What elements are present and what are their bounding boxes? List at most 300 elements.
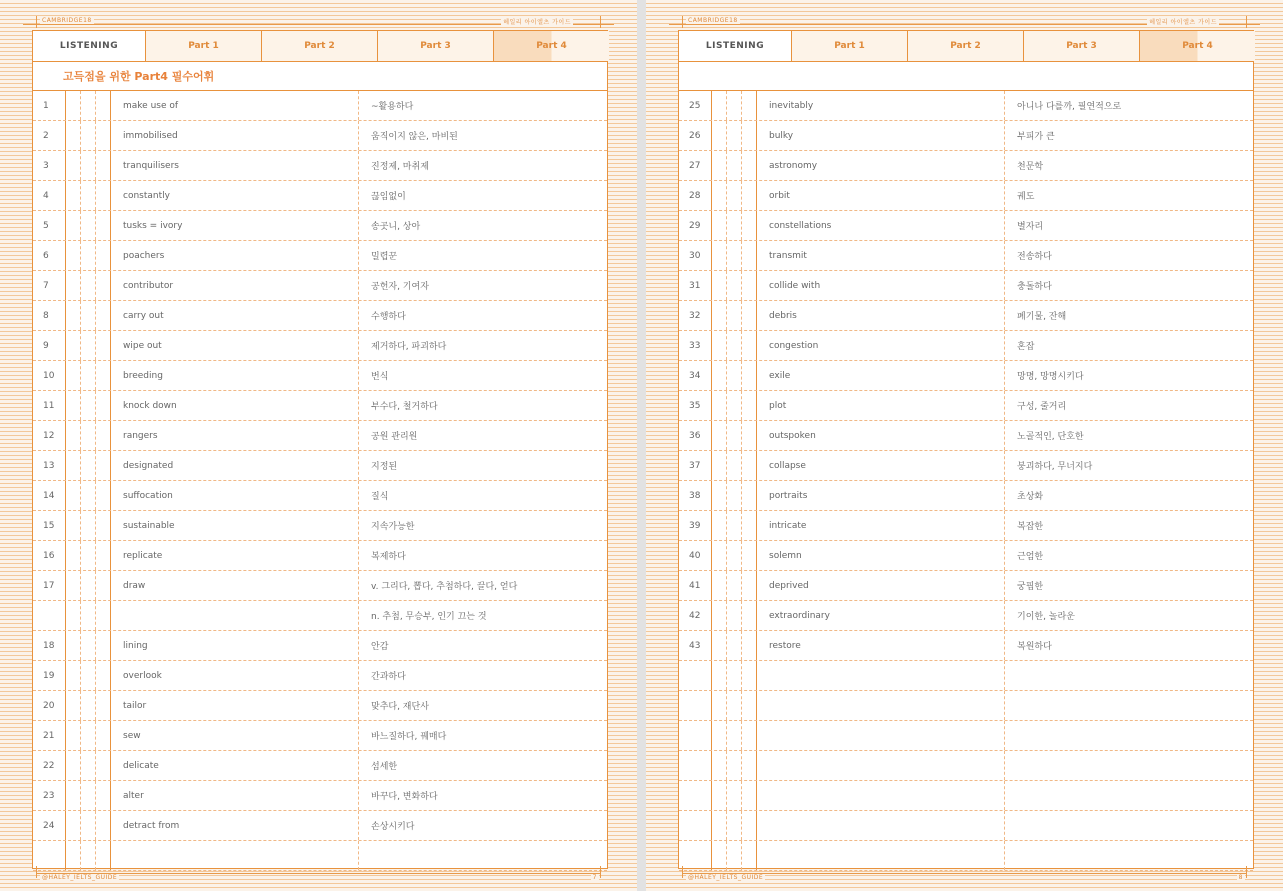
row-number: 29 xyxy=(679,211,712,240)
check-box-2[interactable] xyxy=(727,571,742,600)
check-box-3[interactable] xyxy=(96,91,111,120)
row-number: 15 xyxy=(33,511,66,540)
check-box-2[interactable] xyxy=(81,691,96,720)
vocab-meaning xyxy=(1005,751,1253,780)
row-number: 26 xyxy=(679,121,712,150)
vocab-word: poachers xyxy=(111,241,359,270)
corner-tick xyxy=(23,24,37,25)
row-number: 14 xyxy=(33,481,66,510)
row-number: 19 xyxy=(33,661,66,690)
check-box-2[interactable] xyxy=(81,811,96,840)
row-number: 35 xyxy=(679,391,712,420)
check-box-3[interactable] xyxy=(742,211,757,240)
vocab-row xyxy=(33,241,607,271)
page-number: 7 xyxy=(592,874,597,881)
vocab-meaning: n. 추첨, 무승부, 인기 끄는 것 xyxy=(371,612,487,622)
vocab-row xyxy=(679,691,1253,721)
check-box-1[interactable] xyxy=(66,151,81,180)
vocab-word: portraits xyxy=(757,481,1005,510)
check-box-2[interactable] xyxy=(727,181,742,210)
check-box-1[interactable] xyxy=(66,421,81,450)
check-box-2[interactable] xyxy=(727,361,742,390)
check-box-2[interactable] xyxy=(81,601,96,630)
check-box-2[interactable] xyxy=(727,151,742,180)
vocab-word: knock down xyxy=(111,391,359,420)
vocab-list xyxy=(33,91,607,871)
check-box-1[interactable] xyxy=(712,691,727,720)
check-box-1[interactable] xyxy=(712,91,727,120)
vocab-word: make use of xyxy=(111,91,359,120)
row-number xyxy=(679,661,712,690)
check-box-1[interactable] xyxy=(66,91,81,120)
row-number: 40 xyxy=(679,541,712,570)
check-box-1[interactable] xyxy=(66,691,81,720)
check-box-2[interactable] xyxy=(81,751,96,780)
check-box-3[interactable] xyxy=(742,721,757,750)
check-box-2[interactable] xyxy=(727,211,742,240)
tab-part-2[interactable]: Part 2 xyxy=(261,31,377,61)
check-box-3[interactable] xyxy=(742,301,757,330)
tab-part-3[interactable]: Part 3 xyxy=(1023,31,1139,61)
check-box-3[interactable] xyxy=(742,541,757,570)
vocab-row xyxy=(33,271,607,301)
check-box-2[interactable] xyxy=(727,331,742,360)
vocab-meaning: 복원하다 xyxy=(1017,642,1052,652)
check-box-1[interactable] xyxy=(712,361,727,390)
check-box-3[interactable] xyxy=(96,361,111,390)
vocab-word: extraordinary xyxy=(757,601,1005,630)
vocab-meaning: 아니나 다를까, 필연적으로 xyxy=(1017,102,1122,112)
tab-part-2[interactable]: Part 2 xyxy=(907,31,1023,61)
check-box-3[interactable] xyxy=(742,151,757,180)
check-box-2[interactable] xyxy=(81,571,96,600)
vocab-word xyxy=(757,841,1005,870)
check-box-3[interactable] xyxy=(742,781,757,810)
corner-tick xyxy=(682,866,683,878)
check-box-2[interactable] xyxy=(727,811,742,840)
footer-handle: @HALEY_IELTS_GUIDE xyxy=(42,874,118,881)
vocab-meaning: 부수다, 철거하다 xyxy=(371,402,438,412)
check-box-2[interactable] xyxy=(81,301,96,330)
check-box-1[interactable] xyxy=(66,301,81,330)
check-box-3[interactable] xyxy=(96,211,111,240)
vocab-meaning: 손상시키다 xyxy=(371,822,415,832)
check-box-3[interactable] xyxy=(96,841,111,870)
vocab-list xyxy=(679,91,1253,871)
row-number: 6 xyxy=(33,241,66,270)
vocab-word: plot xyxy=(757,391,1005,420)
vocab-row xyxy=(679,751,1253,781)
vocab-word: deprived xyxy=(757,571,1005,600)
vocab-row xyxy=(33,841,607,871)
check-box-3[interactable] xyxy=(96,271,111,300)
tab-part-1[interactable]: Part 1 xyxy=(791,31,907,61)
check-box-2[interactable] xyxy=(727,421,742,450)
vocab-row xyxy=(33,751,607,781)
vocab-meaning: 폐기물, 잔해 xyxy=(1017,312,1067,322)
row-number: 8 xyxy=(33,301,66,330)
check-box-1[interactable] xyxy=(66,451,81,480)
vocab-meaning: 지정된 xyxy=(371,462,398,472)
check-box-1[interactable] xyxy=(712,661,727,690)
check-box-1[interactable] xyxy=(712,601,727,630)
vocab-word: exile xyxy=(757,361,1005,390)
row-number: 17 xyxy=(33,571,66,600)
check-box-3[interactable] xyxy=(742,751,757,780)
check-box-1[interactable] xyxy=(66,211,81,240)
row-number: 27 xyxy=(679,151,712,180)
check-box-3[interactable] xyxy=(742,181,757,210)
check-box-1[interactable] xyxy=(66,361,81,390)
check-box-3[interactable] xyxy=(742,661,757,690)
check-box-3[interactable] xyxy=(742,511,757,540)
vocab-meaning: 지속가능한 xyxy=(371,522,415,532)
check-box-2[interactable] xyxy=(727,391,742,420)
check-box-3[interactable] xyxy=(742,841,757,870)
check-box-3[interactable] xyxy=(96,481,111,510)
check-box-2[interactable] xyxy=(81,181,96,210)
vocab-row xyxy=(679,841,1253,871)
vocab-row xyxy=(679,811,1253,841)
corner-tick xyxy=(600,16,601,28)
corner-tick xyxy=(1246,16,1247,28)
vocab-row xyxy=(679,211,1253,241)
check-box-1[interactable] xyxy=(712,511,727,540)
check-box-1[interactable] xyxy=(66,391,81,420)
check-box-1[interactable] xyxy=(66,181,81,210)
check-box-2[interactable] xyxy=(81,121,96,150)
check-box-1[interactable] xyxy=(712,211,727,240)
check-box-3[interactable] xyxy=(96,601,111,630)
row-number: 28 xyxy=(679,181,712,210)
check-box-3[interactable] xyxy=(742,601,757,630)
row-number: 16 xyxy=(33,541,66,570)
vocab-row xyxy=(679,391,1253,421)
vocab-row xyxy=(33,691,607,721)
row-number: 18 xyxy=(33,631,66,660)
footer-handle: @HALEY_IELTS_GUIDE xyxy=(688,874,764,881)
vocab-meaning: 제거하다, 파괴하다 xyxy=(371,342,447,352)
row-number: 12 xyxy=(33,421,66,450)
check-box-3[interactable] xyxy=(96,151,111,180)
row-number: 34 xyxy=(679,361,712,390)
row-number: 42 xyxy=(679,601,712,630)
check-box-2[interactable] xyxy=(81,241,96,270)
row-number xyxy=(679,691,712,720)
check-box-2[interactable] xyxy=(727,721,742,750)
vocab-row xyxy=(679,151,1253,181)
check-box-2[interactable] xyxy=(81,421,96,450)
check-box-1[interactable] xyxy=(712,271,727,300)
tab-listening[interactable]: LISTENING xyxy=(33,31,145,61)
vocab-meaning: 궤도 xyxy=(1017,192,1035,202)
check-box-2[interactable] xyxy=(81,271,96,300)
check-box-3[interactable] xyxy=(742,691,757,720)
check-box-3[interactable] xyxy=(742,241,757,270)
vocab-row xyxy=(33,511,607,541)
check-box-2[interactable] xyxy=(81,781,96,810)
check-box-2[interactable] xyxy=(727,451,742,480)
check-box-3[interactable] xyxy=(96,541,111,570)
vocab-row xyxy=(679,781,1253,811)
check-box-2[interactable] xyxy=(727,301,742,330)
tab-part-4[interactable]: Part 4 xyxy=(493,31,609,61)
vocab-meaning: 맞추다, 재단사 xyxy=(371,702,429,712)
vocab-word: bulky xyxy=(757,121,1005,150)
check-box-1[interactable] xyxy=(66,721,81,750)
check-box-1[interactable] xyxy=(712,331,727,360)
check-box-3[interactable] xyxy=(96,661,111,690)
check-box-1[interactable] xyxy=(66,601,81,630)
check-box-3[interactable] xyxy=(742,811,757,840)
check-box-3[interactable] xyxy=(742,271,757,300)
row-number: 32 xyxy=(679,301,712,330)
row-number xyxy=(679,811,712,840)
check-box-2[interactable] xyxy=(81,511,96,540)
vocab-word: wipe out xyxy=(111,331,359,360)
check-box-2[interactable] xyxy=(727,661,742,690)
vocab-meaning: 밀렵꾼 xyxy=(371,252,398,262)
vocab-word: astronomy xyxy=(757,151,1005,180)
check-box-1[interactable] xyxy=(712,811,727,840)
check-box-2[interactable] xyxy=(81,451,96,480)
check-box-3[interactable] xyxy=(742,121,757,150)
row-number xyxy=(679,721,712,750)
page-title xyxy=(679,62,1253,91)
vocab-row xyxy=(33,451,607,481)
check-box-1[interactable] xyxy=(712,571,727,600)
vocab-row xyxy=(679,91,1253,121)
check-box-1[interactable] xyxy=(712,421,727,450)
check-box-3[interactable] xyxy=(96,451,111,480)
check-box-3[interactable] xyxy=(96,811,111,840)
check-box-3[interactable] xyxy=(742,361,757,390)
check-box-1[interactable] xyxy=(712,181,727,210)
check-box-1[interactable] xyxy=(66,331,81,360)
check-box-2[interactable] xyxy=(81,841,96,870)
check-box-2[interactable] xyxy=(727,511,742,540)
vocab-meaning: 초상화 xyxy=(1017,492,1044,502)
vocab-meaning: 수행하다 xyxy=(371,312,406,322)
check-box-1[interactable] xyxy=(66,241,81,270)
vocab-row xyxy=(33,541,607,571)
row-number: 11 xyxy=(33,391,66,420)
vocab-word: immobilised xyxy=(111,121,359,150)
corner-tick xyxy=(600,866,601,878)
check-box-2[interactable] xyxy=(81,211,96,240)
footer-rule xyxy=(682,873,1247,874)
vocab-row xyxy=(33,301,607,331)
check-box-3[interactable] xyxy=(96,721,111,750)
check-box-1[interactable] xyxy=(712,481,727,510)
row-number: 4 xyxy=(33,181,66,210)
vocab-word: draw xyxy=(111,571,359,600)
vocab-word: intricate xyxy=(757,511,1005,540)
check-box-1[interactable] xyxy=(712,631,727,660)
check-box-3[interactable] xyxy=(742,451,757,480)
vocab-row xyxy=(33,661,607,691)
check-box-3[interactable] xyxy=(742,391,757,420)
vocab-row xyxy=(679,661,1253,691)
check-box-2[interactable] xyxy=(727,601,742,630)
check-box-2[interactable] xyxy=(727,751,742,780)
check-box-1[interactable] xyxy=(66,271,81,300)
check-box-1[interactable] xyxy=(66,571,81,600)
vocab-word: tailor xyxy=(111,691,359,720)
check-box-2[interactable] xyxy=(81,661,96,690)
tab-part-4[interactable]: Part 4 xyxy=(1139,31,1255,61)
check-box-2[interactable] xyxy=(727,271,742,300)
corner-tick xyxy=(36,866,37,878)
check-box-2[interactable] xyxy=(81,91,96,120)
row-number: 43 xyxy=(679,631,712,660)
check-box-3[interactable] xyxy=(96,421,111,450)
vocab-word: overlook xyxy=(111,661,359,690)
vocab-meaning: 충돌하다 xyxy=(1017,282,1052,292)
tab-listening[interactable]: LISTENING xyxy=(679,31,791,61)
vocab-row xyxy=(33,631,607,661)
check-box-1[interactable] xyxy=(66,121,81,150)
vocab-meaning: ~활용하다 xyxy=(371,102,414,112)
check-box-2[interactable] xyxy=(81,391,96,420)
check-box-3[interactable] xyxy=(742,91,757,120)
check-box-2[interactable] xyxy=(727,781,742,810)
check-box-1[interactable] xyxy=(712,151,727,180)
check-box-2[interactable] xyxy=(81,721,96,750)
vocab-meaning: 망명, 망명시키다 xyxy=(1017,372,1084,382)
check-box-2[interactable] xyxy=(727,541,742,570)
check-box-2[interactable] xyxy=(727,91,742,120)
check-box-2[interactable] xyxy=(81,151,96,180)
vocab-row xyxy=(679,421,1253,451)
check-box-3[interactable] xyxy=(742,421,757,450)
check-box-2[interactable] xyxy=(81,631,96,660)
check-box-2[interactable] xyxy=(727,631,742,660)
corner-tick xyxy=(36,16,37,28)
row-number: 41 xyxy=(679,571,712,600)
check-box-3[interactable] xyxy=(96,181,111,210)
check-box-2[interactable] xyxy=(81,541,96,570)
check-box-1[interactable] xyxy=(66,631,81,660)
check-box-2[interactable] xyxy=(727,841,742,870)
check-box-2[interactable] xyxy=(81,481,96,510)
guide-label: 헤일리 아이엘츠 가이드 xyxy=(1149,19,1217,26)
check-box-1[interactable] xyxy=(66,841,81,870)
check-box-2[interactable] xyxy=(727,691,742,720)
vocab-word: orbit xyxy=(757,181,1005,210)
check-box-3[interactable] xyxy=(96,631,111,660)
vocab-meaning: 번식 xyxy=(371,372,389,382)
vocab-row xyxy=(33,781,607,811)
footer-rule xyxy=(36,873,601,874)
tab-bar xyxy=(33,31,607,62)
vocab-word: detract from xyxy=(111,811,359,840)
vocab-frame xyxy=(678,30,1254,869)
check-box-3[interactable] xyxy=(742,571,757,600)
row-number: 39 xyxy=(679,511,712,540)
check-box-1[interactable] xyxy=(66,781,81,810)
check-box-1[interactable] xyxy=(712,751,727,780)
vocab-word: constantly xyxy=(111,181,359,210)
check-box-3[interactable] xyxy=(742,481,757,510)
check-box-3[interactable] xyxy=(96,301,111,330)
check-box-1[interactable] xyxy=(66,541,81,570)
row-number: 21 xyxy=(33,721,66,750)
vocab-row xyxy=(33,421,607,451)
check-box-3[interactable] xyxy=(742,331,757,360)
guide-label: 헤일리 아이엘츠 가이드 xyxy=(503,19,571,26)
check-box-1[interactable] xyxy=(712,241,727,270)
check-box-1[interactable] xyxy=(712,301,727,330)
check-box-2[interactable] xyxy=(81,361,96,390)
vocab-meaning: 붕괴하다, 무너지다 xyxy=(1017,462,1093,472)
vocab-meaning: 궁핍한 xyxy=(1017,582,1044,592)
vocab-meaning: 간과하다 xyxy=(371,672,406,682)
check-box-3[interactable] xyxy=(96,751,111,780)
check-box-3[interactable] xyxy=(96,511,111,540)
check-box-3[interactable] xyxy=(742,631,757,660)
tab-part-3[interactable]: Part 3 xyxy=(377,31,493,61)
check-box-3[interactable] xyxy=(96,781,111,810)
row-number: 23 xyxy=(33,781,66,810)
row-number: 3 xyxy=(33,151,66,180)
right-page xyxy=(646,0,1283,891)
vocab-word: sew xyxy=(111,721,359,750)
vocab-meaning: v. 그리다, 뽑다, 추첨하다, 끌다, 얻다 xyxy=(371,582,518,592)
check-box-1[interactable] xyxy=(66,811,81,840)
check-box-2[interactable] xyxy=(81,331,96,360)
check-box-1[interactable] xyxy=(712,121,727,150)
check-box-3[interactable] xyxy=(96,241,111,270)
check-box-3[interactable] xyxy=(96,121,111,150)
vocab-row xyxy=(679,361,1253,391)
check-box-1[interactable] xyxy=(66,661,81,690)
check-box-1[interactable] xyxy=(712,781,727,810)
vocab-row xyxy=(33,331,607,361)
check-box-3[interactable] xyxy=(96,691,111,720)
check-box-2[interactable] xyxy=(727,121,742,150)
vocab-meaning xyxy=(1005,691,1253,720)
vocab-row xyxy=(679,631,1253,661)
check-box-2[interactable] xyxy=(727,481,742,510)
check-box-3[interactable] xyxy=(96,571,111,600)
check-box-1[interactable] xyxy=(712,841,727,870)
check-box-1[interactable] xyxy=(66,511,81,540)
check-box-3[interactable] xyxy=(96,391,111,420)
check-box-1[interactable] xyxy=(712,451,727,480)
vocab-meaning: 송곳니, 상아 xyxy=(371,222,421,232)
vocab-meaning: 혼잡 xyxy=(1017,342,1035,352)
check-box-2[interactable] xyxy=(727,241,742,270)
check-box-1[interactable] xyxy=(66,751,81,780)
vocab-word: solemn xyxy=(757,541,1005,570)
row-number: 37 xyxy=(679,451,712,480)
vocab-meaning: 바느질하다, 꿰매다 xyxy=(371,732,447,742)
vocab-row xyxy=(679,571,1253,601)
row-number: 30 xyxy=(679,241,712,270)
check-box-1[interactable] xyxy=(66,481,81,510)
tab-part-1[interactable]: Part 1 xyxy=(145,31,261,61)
check-box-1[interactable] xyxy=(712,721,727,750)
vocab-word xyxy=(757,721,1005,750)
book-label: CAMBRIDGE18 xyxy=(688,17,738,24)
corner-tick xyxy=(600,24,614,25)
check-box-3[interactable] xyxy=(96,331,111,360)
check-box-1[interactable] xyxy=(712,391,727,420)
row-number: 7 xyxy=(33,271,66,300)
check-box-1[interactable] xyxy=(712,541,727,570)
vocab-row xyxy=(33,571,607,601)
